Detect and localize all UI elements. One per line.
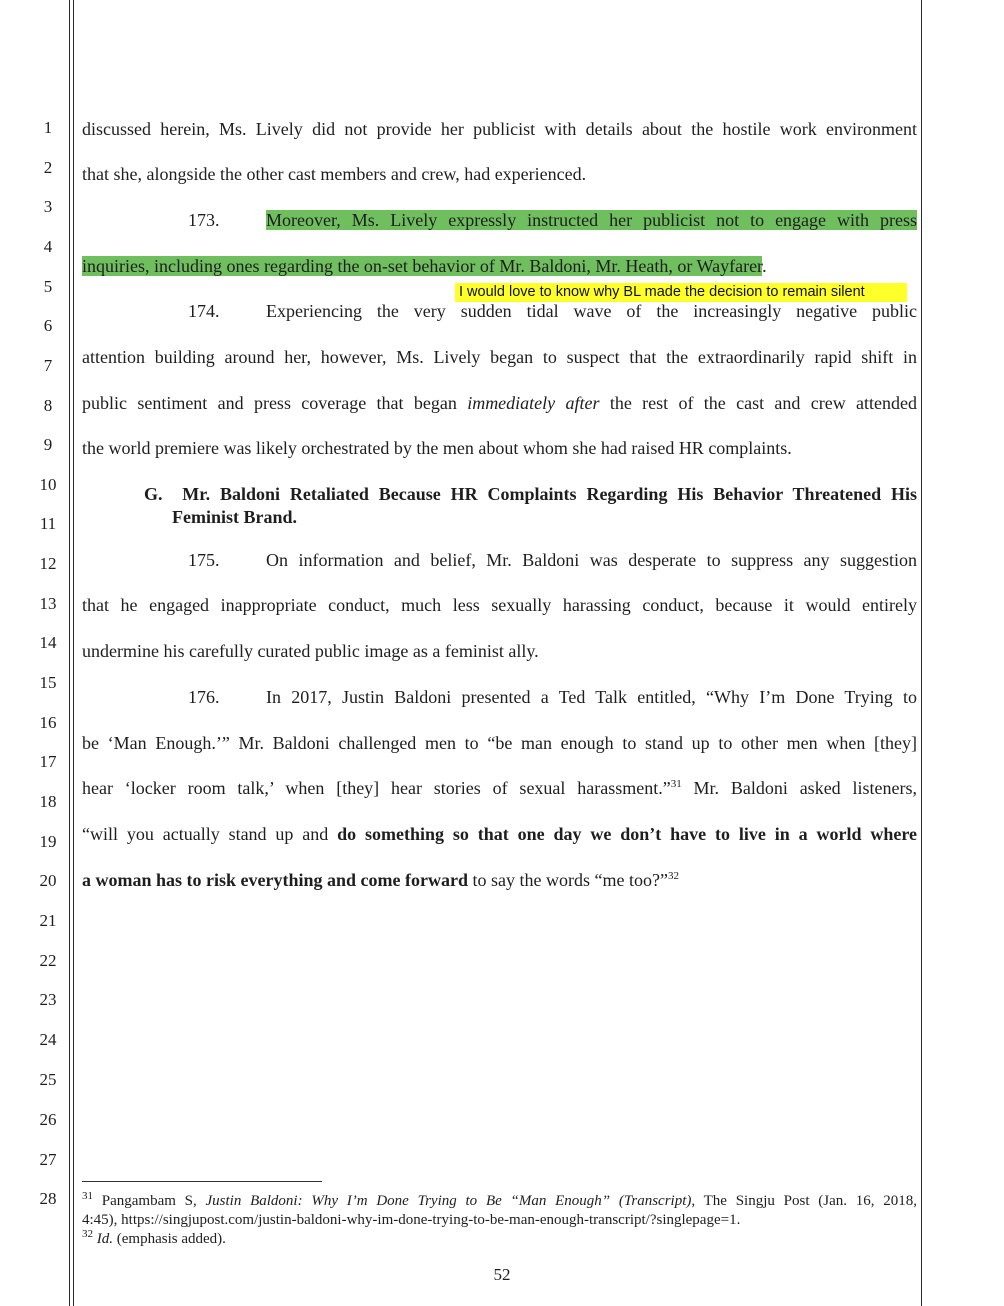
text-line: attention building around her, however, Ms. Lively began to suspect that the extraordinarily rapid shift in	[82, 347, 917, 367]
line-number: 22	[39, 951, 57, 970]
line-number: 27	[39, 1150, 57, 1169]
footnote-number: 32	[82, 1228, 93, 1240]
text-span: to say the words “me too?”	[467, 870, 668, 890]
line-number: 6	[43, 316, 53, 335]
line-number: 9	[43, 435, 53, 454]
text-span: Mr. Baldoni asked listeners,	[681, 778, 917, 798]
footnote-ref-31[interactable]: 31	[670, 778, 682, 790]
line-number: 12	[39, 554, 57, 573]
line-number: 25	[39, 1070, 57, 1089]
paragraph-number: 173.	[188, 210, 220, 230]
text-line	[82, 392, 917, 414]
text-line	[82, 823, 917, 845]
text-span: “will you actually stand up and	[82, 824, 338, 844]
line-number: 23	[39, 990, 57, 1009]
paragraph-text: On information and belief, Mr. Baldoni was desperate to suppress any suggestion	[266, 550, 917, 570]
line-number: 10	[39, 475, 57, 494]
footnote-31-line-2[interactable]: 4:45), https://singjupost.com/justin-baldoni-why-im-done-trying-to-be-man-enough-transcript/?singlepage=1.	[82, 1212, 741, 1228]
highlighted-text: inquiries, including ones regarding the on-set behavior of Mr. Baldoni, Mr. Heath, or Wayfarer	[82, 256, 763, 276]
line-number: 5	[43, 277, 53, 296]
line-number: 11	[39, 514, 57, 533]
line-number: 13	[39, 594, 57, 613]
paragraph-174-line-1	[82, 300, 917, 322]
annotation-note[interactable]: I would love to know why BL made the decision to remain silent	[455, 283, 907, 302]
left-margin-rule-outer	[69, 0, 70, 1306]
line-number: 24	[39, 1030, 57, 1049]
line-number: 1	[43, 118, 53, 137]
line-number: 19	[39, 832, 57, 851]
paragraph-text: In 2017, Justin Baldoni presented a Ted Talk entitled, “Why I’m Done Trying to	[266, 687, 917, 707]
footnote-separator	[82, 1181, 322, 1182]
line-number: 20	[39, 871, 57, 890]
line-number: 4	[43, 237, 53, 256]
text-line: that he engaged inappropriate conduct, much less sexually harassing conduct, because it would entirely	[82, 595, 917, 615]
footnote-31-line-1	[82, 1192, 917, 1211]
text-span: , The Singju Post (Jan. 16, 2018,	[691, 1193, 917, 1209]
paragraph-173-line-1	[82, 209, 917, 231]
text-span: the rest of the cast and crew attended	[599, 393, 917, 413]
paragraph-number: 174.	[188, 301, 220, 321]
line-number: 21	[39, 911, 57, 930]
text-span: Pangambam S,	[93, 1193, 206, 1209]
line-number: 28	[39, 1189, 57, 1208]
line-number: 15	[39, 673, 57, 692]
italic-text: Id.	[96, 1231, 113, 1247]
right-margin-rule	[921, 0, 922, 1306]
section-heading-line-2: Feminist Brand.	[172, 507, 298, 527]
text-line: undermine his carefully curated public image as a feminist ally.	[82, 641, 539, 661]
line-number: 18	[39, 792, 57, 811]
section-heading	[144, 483, 917, 505]
footnote-ref-32[interactable]: 32	[667, 870, 679, 882]
text-line	[82, 869, 917, 891]
line-number: 2	[43, 158, 53, 177]
paragraph-text: Experiencing the very sudden tidal wave of the increasingly negative public	[266, 301, 917, 321]
text-line: the world premiere was likely orchestrated by the men about whom she had raised HR complaints.	[82, 438, 792, 458]
text-span: hear ‘locker room talk,’ when [they] hear stories of sexual harassment.”	[82, 778, 671, 798]
line-number: 7	[43, 356, 53, 375]
text-line: be ‘Man Enough.’” Mr. Baldoni challenged men to “be man enough to stand up to other men when [they]	[82, 733, 917, 753]
line-number: 26	[39, 1110, 57, 1129]
page-number: 52	[493, 1265, 511, 1284]
line-number: 3	[43, 197, 53, 216]
paragraph-173-line-2	[82, 255, 917, 277]
text-line: discussed herein, Ms. Lively did not provide her publicist with details about the hostile work environment	[82, 119, 917, 139]
heading-text: Mr. Baldoni Retaliated Because HR Complaints Regarding His Behavior Threatened His	[182, 484, 918, 504]
text-line: that she, alongside the other cast members and crew, had experienced.	[82, 164, 587, 184]
line-number: 8	[43, 396, 53, 415]
footnote-32	[82, 1230, 917, 1249]
heading-letter: G.	[144, 484, 163, 504]
text-line	[82, 777, 917, 799]
highlighted-text: Moreover, Ms. Lively expressly instructed her publicist not to engage with press	[266, 210, 917, 230]
paragraph-176-line-1	[82, 686, 917, 708]
italic-text: immediately after	[467, 393, 600, 413]
bold-text: a woman has to risk everything and come forward	[82, 870, 468, 890]
period: .	[762, 256, 767, 276]
line-number: 16	[39, 713, 57, 732]
text-span: public sentiment and press coverage that began	[82, 393, 468, 413]
italic-text: Justin Baldoni: Why I’m Done Trying to Be “Man Enough” (Transcript)	[205, 1193, 692, 1209]
footnote-number: 31	[82, 1190, 93, 1202]
paragraph-175-line-1	[82, 549, 917, 571]
paragraph-number: 176.	[188, 687, 220, 707]
bold-text: do something so that one day we don’t have to live in a world where	[337, 824, 917, 844]
line-number: 17	[39, 752, 57, 771]
line-number: 14	[39, 633, 57, 652]
paragraph-number: 175.	[188, 550, 220, 570]
text-span: (emphasis added).	[113, 1231, 226, 1247]
left-margin-rule-inner	[73, 0, 74, 1306]
